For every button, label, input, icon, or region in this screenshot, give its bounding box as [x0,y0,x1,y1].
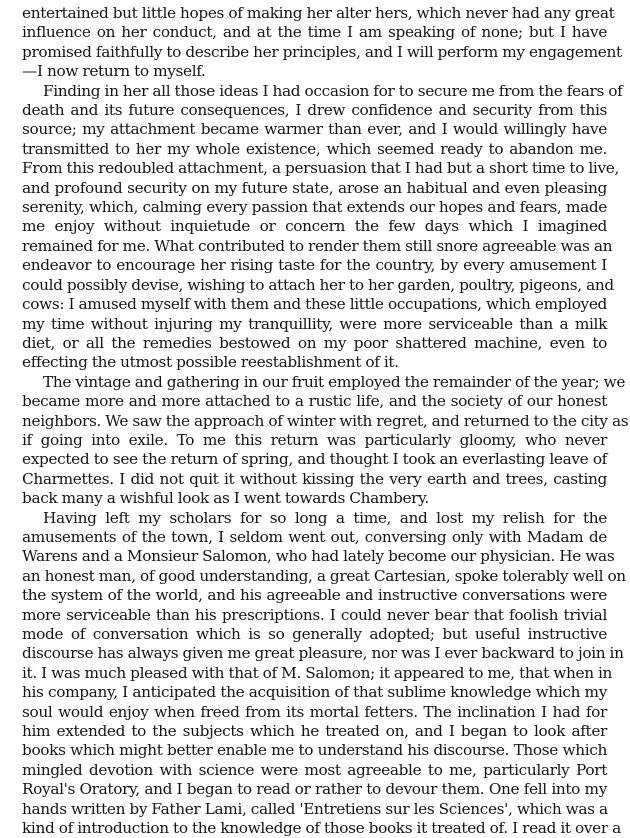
text-line: it. I was much pleased with that of M. Salomon; it appeared to me, that when in [22,663,613,682]
text-line: mode of conversation which is so generally adopted; but useful instructive [22,625,607,643]
text-line: influence on her conduct, and at the time I am speaking of none; but I have [22,23,607,42]
paragraph [22,81,623,373]
text-line: source; my attachment became warmer than ever, and I would willingly have [22,120,607,139]
text-line: promised faithfully to describe her principles, and I will perform my engagement [22,42,622,61]
text-line: if going into exile. To me this return was particularly gloomy, who never [22,430,607,449]
text-line: me enjoy without inquietude or concern the few days which I imagined [22,217,607,236]
text-line: an honest man, of good understanding, a great Cartesian, spoke tolerably well on [22,566,626,585]
text-line: and profound security on my future state, arose an habitual and even pleasing [22,178,607,197]
paragraph [22,372,629,509]
text-line: endeavor to encourage her rising taste for the country, by every amusement I [22,256,607,275]
text-line: entertained but little hopes of making her alter hers, which never had any great [22,4,615,22]
text-line: Charmettes. I did not quit it without kissing the very earth and trees, casting [22,469,607,488]
text-line: Warens and a Monsieur Salomon, who had lately become our physician. He was [22,547,615,566]
text-line: mingled devotion with science were most agreeable to me, particularly Port [22,760,607,779]
text-line: serenity, which, calming every passion that extends our hopes and fears, made [22,198,607,217]
text-line: amusements of the town, I seldom went out, conversing only with Madam de [22,527,607,546]
text-line: death and its future consequences, I drew confidence and security from this [22,101,607,120]
text-line: Finding in her all those ideas I had occasion for to secure me from the fears of [43,81,623,100]
paragraph [22,508,626,838]
text-line: transmitted to her my whole existence, which seemed ready to abandon me. [22,139,607,158]
text-line: soul would enjoy when freed from its mortal fetters. The inclination I had for [22,702,607,721]
page-text-body [22,4,629,838]
paragraph [22,4,622,82]
text-line: Royal's Oratory, and I began to read or rather to devour them. One fell into my [22,780,607,799]
text-line: hands written by Father Lami, called 'Entretiens sur les Sciences', which was a [22,799,608,818]
text-line: discourse has always given me great pleasure, nor was I ever backward to join in [22,644,624,663]
text-line: him extended to the subjects which he treated on, and I began to look after [22,722,607,741]
text-line: The vintage and gathering in our fruit employed the remainder of the year; we [43,372,626,391]
text-line: back many a wishful look as I went towards Chambery. [22,489,429,508]
text-line: could possibly devise, wishing to attach her to her garden, poultry, pigeons, and [22,275,614,294]
text-line: neighbors. We saw the approach of winter with regret, and returned to the city as [22,411,629,430]
text-line: cows: I amused myself with them and these little occupations, which employed [22,295,607,314]
text-line: effecting the utmost possible reestablishment of it. [22,353,399,372]
text-line: —I now return to myself. [22,62,206,81]
text-line: remained for me. What contributed to render them still snore agreeable was an [22,236,613,255]
text-line: books which might better enable me to understand his discourse. Those which [22,741,607,760]
text-line: became more and more attached to a rustic life, and the society of our honest [22,392,607,411]
text-line: the system of the world, and his agreeable and instructive conversations were [22,586,607,605]
text-line: From this redoubled attachment, a persuasion that I had but a short time to live, [22,159,619,178]
text-line: expected to see the return of spring, and thought I took an everlasting leave of [22,450,607,469]
text-line: diet, or all the remedies bestowed on my poor shattered machine, even to [22,333,607,352]
text-line: more serviceable than his prescriptions. I could never bear that foolish trivial [22,605,607,624]
text-line: my time without injuring my tranquillity, were more serviceable than a milk [22,314,607,333]
text-line: Having left my scholars for so long a time, and lost my relish for the [43,508,607,527]
text-line: his company, I anticipated the acquisition of that sublime knowledge which my [22,683,607,702]
text-line: kind of introduction to the knowledge of those books it treated of. I read it over a [22,819,621,838]
